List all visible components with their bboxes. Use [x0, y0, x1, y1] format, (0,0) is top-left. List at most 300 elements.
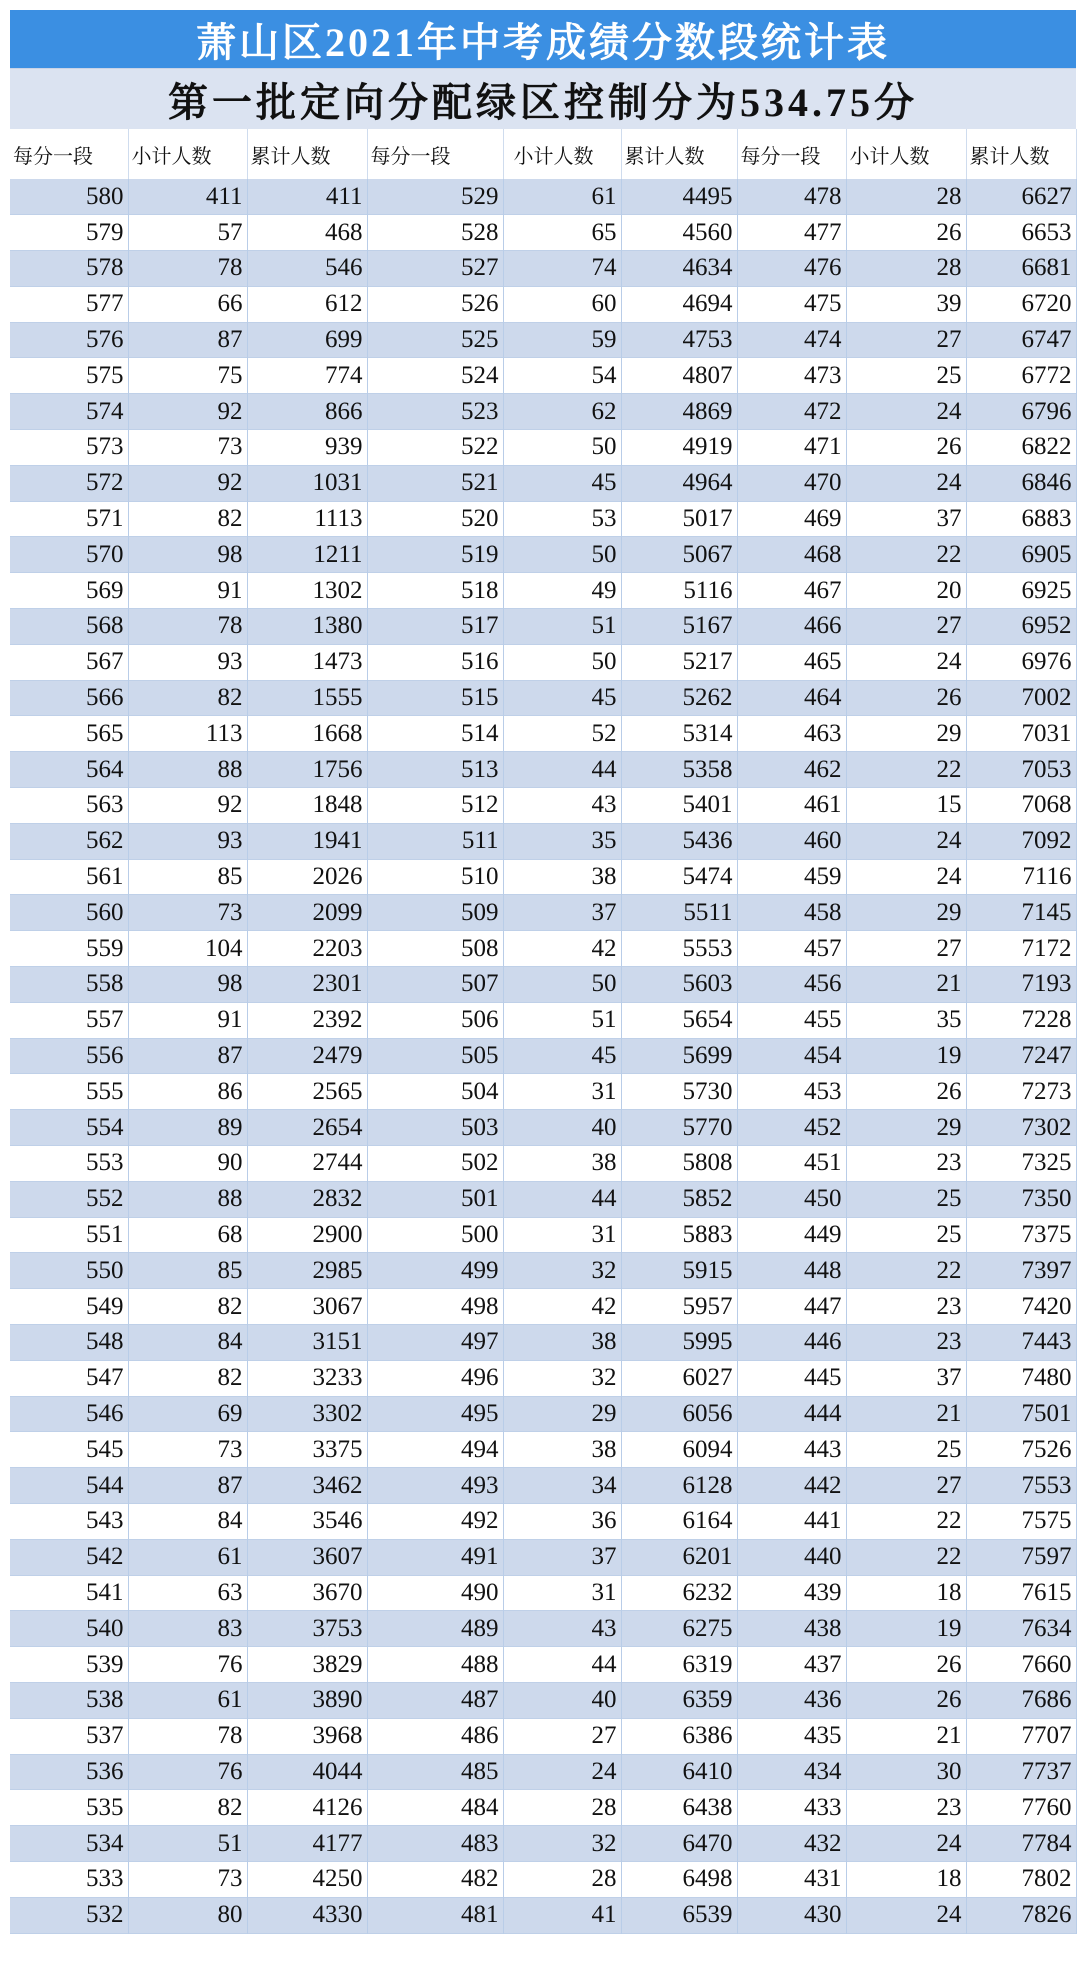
cell-score: 440	[737, 1539, 846, 1575]
cell-cumulative: 7002	[966, 680, 1076, 716]
table-row	[10, 322, 1076, 358]
cell-count: 27	[846, 1468, 966, 1504]
cell-score: 526	[367, 286, 503, 322]
cell-cumulative: 2099	[247, 895, 367, 931]
cell-score: 534	[10, 1826, 128, 1862]
cell-count: 25	[846, 358, 966, 394]
cell-count: 92	[128, 788, 247, 824]
cell-score: 478	[737, 179, 846, 215]
cell-count: 87	[128, 1038, 247, 1074]
page-title: 萧山区2021年中考成绩分数段统计表	[10, 10, 1076, 68]
cell-cumulative: 7597	[966, 1539, 1076, 1575]
cell-cumulative: 6319	[621, 1647, 737, 1683]
cell-score: 539	[10, 1647, 128, 1683]
cell-score: 547	[10, 1360, 128, 1396]
cell-count: 27	[846, 609, 966, 645]
cell-cumulative: 7302	[966, 1110, 1076, 1146]
cell-cumulative: 7116	[966, 859, 1076, 895]
cell-score: 492	[367, 1503, 503, 1539]
cell-count: 26	[846, 1647, 966, 1683]
cell-cumulative: 6925	[966, 573, 1076, 609]
cell-count: 23	[846, 1325, 966, 1361]
cell-cumulative: 7172	[966, 931, 1076, 967]
cell-cumulative: 4044	[247, 1754, 367, 1790]
cell-score: 533	[10, 1861, 128, 1897]
cell-count: 51	[128, 1826, 247, 1862]
cell-cumulative: 1848	[247, 788, 367, 824]
cell-cumulative: 5654	[621, 1002, 737, 1038]
cell-cumulative: 3607	[247, 1539, 367, 1575]
cell-cumulative: 546	[247, 251, 367, 287]
cell-cumulative: 6772	[966, 358, 1076, 394]
cell-score: 545	[10, 1432, 128, 1468]
cell-cumulative: 6094	[621, 1432, 737, 1468]
cell-cumulative: 411	[247, 179, 367, 215]
cell-score: 538	[10, 1682, 128, 1718]
cell-count: 36	[503, 1503, 621, 1539]
cell-count: 54	[503, 358, 621, 394]
table-row	[10, 573, 1076, 609]
cell-score: 486	[367, 1718, 503, 1754]
cell-score: 465	[737, 644, 846, 680]
cell-count: 37	[503, 1539, 621, 1575]
table-row	[10, 1611, 1076, 1647]
cell-cumulative: 7247	[966, 1038, 1076, 1074]
cell-cumulative: 3375	[247, 1432, 367, 1468]
cell-score: 481	[367, 1897, 503, 1933]
cell-score: 575	[10, 358, 128, 394]
cell-score: 564	[10, 752, 128, 788]
cell-count: 73	[128, 1432, 247, 1468]
cell-cumulative: 7092	[966, 823, 1076, 859]
cell-count: 66	[128, 286, 247, 322]
table-row	[10, 1897, 1076, 1933]
cell-score: 535	[10, 1790, 128, 1826]
cell-cumulative: 7350	[966, 1181, 1076, 1217]
cell-score: 446	[737, 1325, 846, 1361]
cell-count: 19	[846, 1038, 966, 1074]
table-row	[10, 1038, 1076, 1074]
cell-count: 65	[503, 215, 621, 251]
cell-count: 44	[503, 1647, 621, 1683]
cell-count: 61	[128, 1539, 247, 1575]
cell-cumulative: 6386	[621, 1718, 737, 1754]
cell-count: 91	[128, 573, 247, 609]
cell-score: 471	[737, 430, 846, 466]
cell-score: 494	[367, 1432, 503, 1468]
cell-count: 39	[846, 286, 966, 322]
cell-cumulative: 7501	[966, 1396, 1076, 1432]
cell-count: 73	[128, 895, 247, 931]
table-row	[10, 1468, 1076, 1504]
header-count: 小计人数	[503, 129, 621, 179]
cell-cumulative: 6275	[621, 1611, 737, 1647]
cell-score: 565	[10, 716, 128, 752]
cell-count: 44	[503, 1181, 621, 1217]
cell-count: 44	[503, 752, 621, 788]
cell-count: 40	[503, 1682, 621, 1718]
page-subtitle: 第一批定向分配绿区控制分为534.75分	[10, 68, 1076, 129]
cell-cumulative: 6976	[966, 644, 1076, 680]
cell-score: 500	[367, 1217, 503, 1253]
cell-cumulative: 7737	[966, 1754, 1076, 1790]
cell-count: 50	[503, 537, 621, 573]
table-row	[10, 1146, 1076, 1182]
cell-count: 85	[128, 1253, 247, 1289]
cell-score: 553	[10, 1146, 128, 1182]
cell-score: 511	[367, 823, 503, 859]
cell-count: 32	[503, 1360, 621, 1396]
cell-score: 495	[367, 1396, 503, 1432]
cell-cumulative: 6681	[966, 251, 1076, 287]
cell-score: 483	[367, 1826, 503, 1862]
cell-score: 554	[10, 1110, 128, 1146]
cell-score: 504	[367, 1074, 503, 1110]
cell-cumulative: 4250	[247, 1861, 367, 1897]
cell-count: 24	[846, 859, 966, 895]
cell-count: 74	[503, 251, 621, 287]
cell-cumulative: 939	[247, 430, 367, 466]
cell-count: 35	[846, 1002, 966, 1038]
cell-cumulative: 6470	[621, 1826, 737, 1862]
cell-count: 82	[128, 1289, 247, 1325]
cell-cumulative: 5770	[621, 1110, 737, 1146]
cell-cumulative: 7228	[966, 1002, 1076, 1038]
cell-score: 482	[367, 1861, 503, 1897]
cell-score: 466	[737, 609, 846, 645]
table-row	[10, 1861, 1076, 1897]
cell-score: 447	[737, 1289, 846, 1325]
cell-score: 451	[737, 1146, 846, 1182]
cell-cumulative: 7760	[966, 1790, 1076, 1826]
cell-cumulative: 7634	[966, 1611, 1076, 1647]
cell-cumulative: 7553	[966, 1468, 1076, 1504]
cell-cumulative: 3462	[247, 1468, 367, 1504]
cell-score: 529	[367, 179, 503, 215]
cell-score: 513	[367, 752, 503, 788]
cell-count: 37	[846, 501, 966, 537]
cell-score: 433	[737, 1790, 846, 1826]
cell-count: 98	[128, 967, 247, 1003]
cell-cumulative: 4919	[621, 430, 737, 466]
cell-score: 524	[367, 358, 503, 394]
header-row	[10, 129, 1076, 179]
cell-score: 458	[737, 895, 846, 931]
cell-score: 578	[10, 251, 128, 287]
cell-count: 42	[503, 1289, 621, 1325]
cell-count: 24	[846, 644, 966, 680]
cell-count: 90	[128, 1146, 247, 1182]
cell-score: 464	[737, 680, 846, 716]
cell-cumulative: 6359	[621, 1682, 737, 1718]
cell-cumulative: 4694	[621, 286, 737, 322]
table-row	[10, 788, 1076, 824]
cell-count: 26	[846, 1682, 966, 1718]
cell-cumulative: 6952	[966, 609, 1076, 645]
table-row	[10, 179, 1076, 215]
table-row	[10, 644, 1076, 680]
cell-count: 45	[503, 465, 621, 501]
cell-cumulative: 5699	[621, 1038, 737, 1074]
cell-cumulative: 7325	[966, 1146, 1076, 1182]
cell-score: 485	[367, 1754, 503, 1790]
cell-count: 113	[128, 716, 247, 752]
cell-cumulative: 7145	[966, 895, 1076, 931]
cell-score: 525	[367, 322, 503, 358]
cell-count: 85	[128, 859, 247, 895]
table-row	[10, 1325, 1076, 1361]
cell-count: 22	[846, 537, 966, 573]
cell-cumulative: 5067	[621, 537, 737, 573]
cell-count: 41	[503, 1897, 621, 1933]
cell-cumulative: 6822	[966, 430, 1076, 466]
cell-count: 43	[503, 788, 621, 824]
header-cumulative: 累计人数	[247, 129, 367, 179]
cell-score: 470	[737, 465, 846, 501]
cell-cumulative: 7375	[966, 1217, 1076, 1253]
cell-count: 21	[846, 1396, 966, 1432]
cell-count: 32	[503, 1826, 621, 1862]
cell-count: 29	[846, 1110, 966, 1146]
cell-score: 454	[737, 1038, 846, 1074]
cell-score: 548	[10, 1325, 128, 1361]
table-row	[10, 1754, 1076, 1790]
cell-score: 561	[10, 859, 128, 895]
cell-score: 435	[737, 1718, 846, 1754]
cell-score: 432	[737, 1826, 846, 1862]
cell-cumulative: 6796	[966, 394, 1076, 430]
table-row	[10, 1217, 1076, 1253]
cell-score: 573	[10, 430, 128, 466]
cell-score: 452	[737, 1110, 846, 1146]
table-row	[10, 1503, 1076, 1539]
cell-count: 25	[846, 1432, 966, 1468]
cell-score: 475	[737, 286, 846, 322]
cell-score: 522	[367, 430, 503, 466]
cell-count: 23	[846, 1146, 966, 1182]
cell-cumulative: 774	[247, 358, 367, 394]
cell-score: 555	[10, 1074, 128, 1110]
cell-count: 76	[128, 1754, 247, 1790]
cell-cumulative: 7193	[966, 967, 1076, 1003]
cell-score: 543	[10, 1503, 128, 1539]
cell-count: 28	[846, 179, 966, 215]
table-row	[10, 251, 1076, 287]
cell-count: 93	[128, 823, 247, 859]
cell-count: 89	[128, 1110, 247, 1146]
cell-score: 430	[737, 1897, 846, 1933]
cell-cumulative: 2654	[247, 1110, 367, 1146]
cell-count: 18	[846, 1861, 966, 1897]
cell-score: 439	[737, 1575, 846, 1611]
cell-count: 78	[128, 609, 247, 645]
cell-score: 468	[737, 537, 846, 573]
cell-cumulative: 4869	[621, 394, 737, 430]
cell-cumulative: 4560	[621, 215, 737, 251]
cell-count: 68	[128, 1217, 247, 1253]
cell-cumulative: 1668	[247, 716, 367, 752]
cell-count: 38	[503, 1325, 621, 1361]
cell-score: 434	[737, 1754, 846, 1790]
cell-score: 441	[737, 1503, 846, 1539]
table-row	[10, 1647, 1076, 1683]
cell-cumulative: 5852	[621, 1181, 737, 1217]
cell-score: 467	[737, 573, 846, 609]
cell-cumulative: 2026	[247, 859, 367, 895]
cell-score: 557	[10, 1002, 128, 1038]
cell-cumulative: 5603	[621, 967, 737, 1003]
cell-cumulative: 2301	[247, 967, 367, 1003]
cell-cumulative: 1031	[247, 465, 367, 501]
cell-score: 431	[737, 1861, 846, 1897]
cell-cumulative: 5401	[621, 788, 737, 824]
cell-score: 551	[10, 1217, 128, 1253]
cell-cumulative: 7526	[966, 1432, 1076, 1468]
cell-count: 84	[128, 1325, 247, 1361]
cell-cumulative: 6410	[621, 1754, 737, 1790]
cell-cumulative: 6720	[966, 286, 1076, 322]
cell-count: 26	[846, 680, 966, 716]
cell-score: 542	[10, 1539, 128, 1575]
cell-cumulative: 5436	[621, 823, 737, 859]
cell-score: 443	[737, 1432, 846, 1468]
cell-score: 532	[10, 1897, 128, 1933]
cell-count: 24	[503, 1754, 621, 1790]
cell-cumulative: 2900	[247, 1217, 367, 1253]
cell-count: 27	[846, 931, 966, 967]
cell-cumulative: 3670	[247, 1575, 367, 1611]
cell-score: 487	[367, 1682, 503, 1718]
cell-cumulative: 5730	[621, 1074, 737, 1110]
cell-cumulative: 6438	[621, 1790, 737, 1826]
cell-score: 462	[737, 752, 846, 788]
cell-count: 411	[128, 179, 247, 215]
cell-count: 42	[503, 931, 621, 967]
cell-count: 87	[128, 1468, 247, 1504]
score-distribution-table	[10, 129, 1077, 1934]
cell-cumulative: 7784	[966, 1826, 1076, 1862]
cell-score: 572	[10, 465, 128, 501]
cell-cumulative: 4330	[247, 1897, 367, 1933]
cell-score: 536	[10, 1754, 128, 1790]
table-row	[10, 859, 1076, 895]
cell-cumulative: 4495	[621, 179, 737, 215]
cell-count: 24	[846, 823, 966, 859]
cell-cumulative: 5511	[621, 895, 737, 931]
cell-score: 460	[737, 823, 846, 859]
cell-score: 438	[737, 1611, 846, 1647]
cell-count: 61	[128, 1682, 247, 1718]
cell-count: 49	[503, 573, 621, 609]
cell-cumulative: 5915	[621, 1253, 737, 1289]
cell-cumulative: 7826	[966, 1897, 1076, 1933]
cell-score: 457	[737, 931, 846, 967]
cell-count: 29	[846, 716, 966, 752]
cell-count: 63	[128, 1575, 247, 1611]
cell-count: 92	[128, 394, 247, 430]
cell-cumulative: 5262	[621, 680, 737, 716]
cell-cumulative: 5957	[621, 1289, 737, 1325]
cell-count: 82	[128, 1360, 247, 1396]
cell-count: 76	[128, 1647, 247, 1683]
cell-cumulative: 6627	[966, 179, 1076, 215]
cell-cumulative: 5808	[621, 1146, 737, 1182]
table-row	[10, 430, 1076, 466]
cell-score: 519	[367, 537, 503, 573]
cell-score: 537	[10, 1718, 128, 1754]
cell-score: 491	[367, 1539, 503, 1575]
cell-score: 559	[10, 931, 128, 967]
cell-cumulative: 5116	[621, 573, 737, 609]
cell-cumulative: 3968	[247, 1718, 367, 1754]
cell-score: 496	[367, 1360, 503, 1396]
cell-count: 24	[846, 465, 966, 501]
table-row	[10, 537, 1076, 573]
cell-score: 569	[10, 573, 128, 609]
cell-cumulative: 7443	[966, 1325, 1076, 1361]
cell-score: 449	[737, 1217, 846, 1253]
table-row	[10, 465, 1076, 501]
cell-count: 93	[128, 644, 247, 680]
cell-cumulative: 5017	[621, 501, 737, 537]
cell-count: 45	[503, 1038, 621, 1074]
table-row	[10, 1790, 1076, 1826]
cell-cumulative: 2392	[247, 1002, 367, 1038]
cell-score: 450	[737, 1181, 846, 1217]
cell-cumulative: 2832	[247, 1181, 367, 1217]
cell-count: 51	[503, 1002, 621, 1038]
table-row	[10, 1826, 1076, 1862]
cell-cumulative: 5553	[621, 931, 737, 967]
cell-cumulative: 7420	[966, 1289, 1076, 1325]
cell-cumulative: 6201	[621, 1539, 737, 1575]
cell-score: 477	[737, 215, 846, 251]
cell-count: 53	[503, 501, 621, 537]
cell-cumulative: 6747	[966, 322, 1076, 358]
cell-count: 57	[128, 215, 247, 251]
cell-cumulative: 6653	[966, 215, 1076, 251]
cell-cumulative: 7575	[966, 1503, 1076, 1539]
cell-count: 32	[503, 1253, 621, 1289]
cell-score: 453	[737, 1074, 846, 1110]
header-score: 每分一段	[367, 129, 503, 179]
cell-score: 568	[10, 609, 128, 645]
cell-count: 51	[503, 609, 621, 645]
cell-count: 26	[846, 215, 966, 251]
cell-count: 23	[846, 1790, 966, 1826]
cell-cumulative: 3829	[247, 1647, 367, 1683]
cell-score: 501	[367, 1181, 503, 1217]
cell-count: 27	[846, 322, 966, 358]
cell-score: 521	[367, 465, 503, 501]
table-row	[10, 501, 1076, 537]
cell-count: 19	[846, 1611, 966, 1647]
cell-score: 546	[10, 1396, 128, 1432]
table-row	[10, 394, 1076, 430]
cell-count: 24	[846, 394, 966, 430]
cell-count: 18	[846, 1575, 966, 1611]
cell-count: 38	[503, 859, 621, 895]
cell-count: 31	[503, 1575, 621, 1611]
cell-count: 98	[128, 537, 247, 573]
table-row	[10, 1396, 1076, 1432]
cell-score: 489	[367, 1611, 503, 1647]
cell-score: 499	[367, 1253, 503, 1289]
cell-count: 22	[846, 1503, 966, 1539]
cell-score: 498	[367, 1289, 503, 1325]
cell-count: 52	[503, 716, 621, 752]
table-row	[10, 1718, 1076, 1754]
